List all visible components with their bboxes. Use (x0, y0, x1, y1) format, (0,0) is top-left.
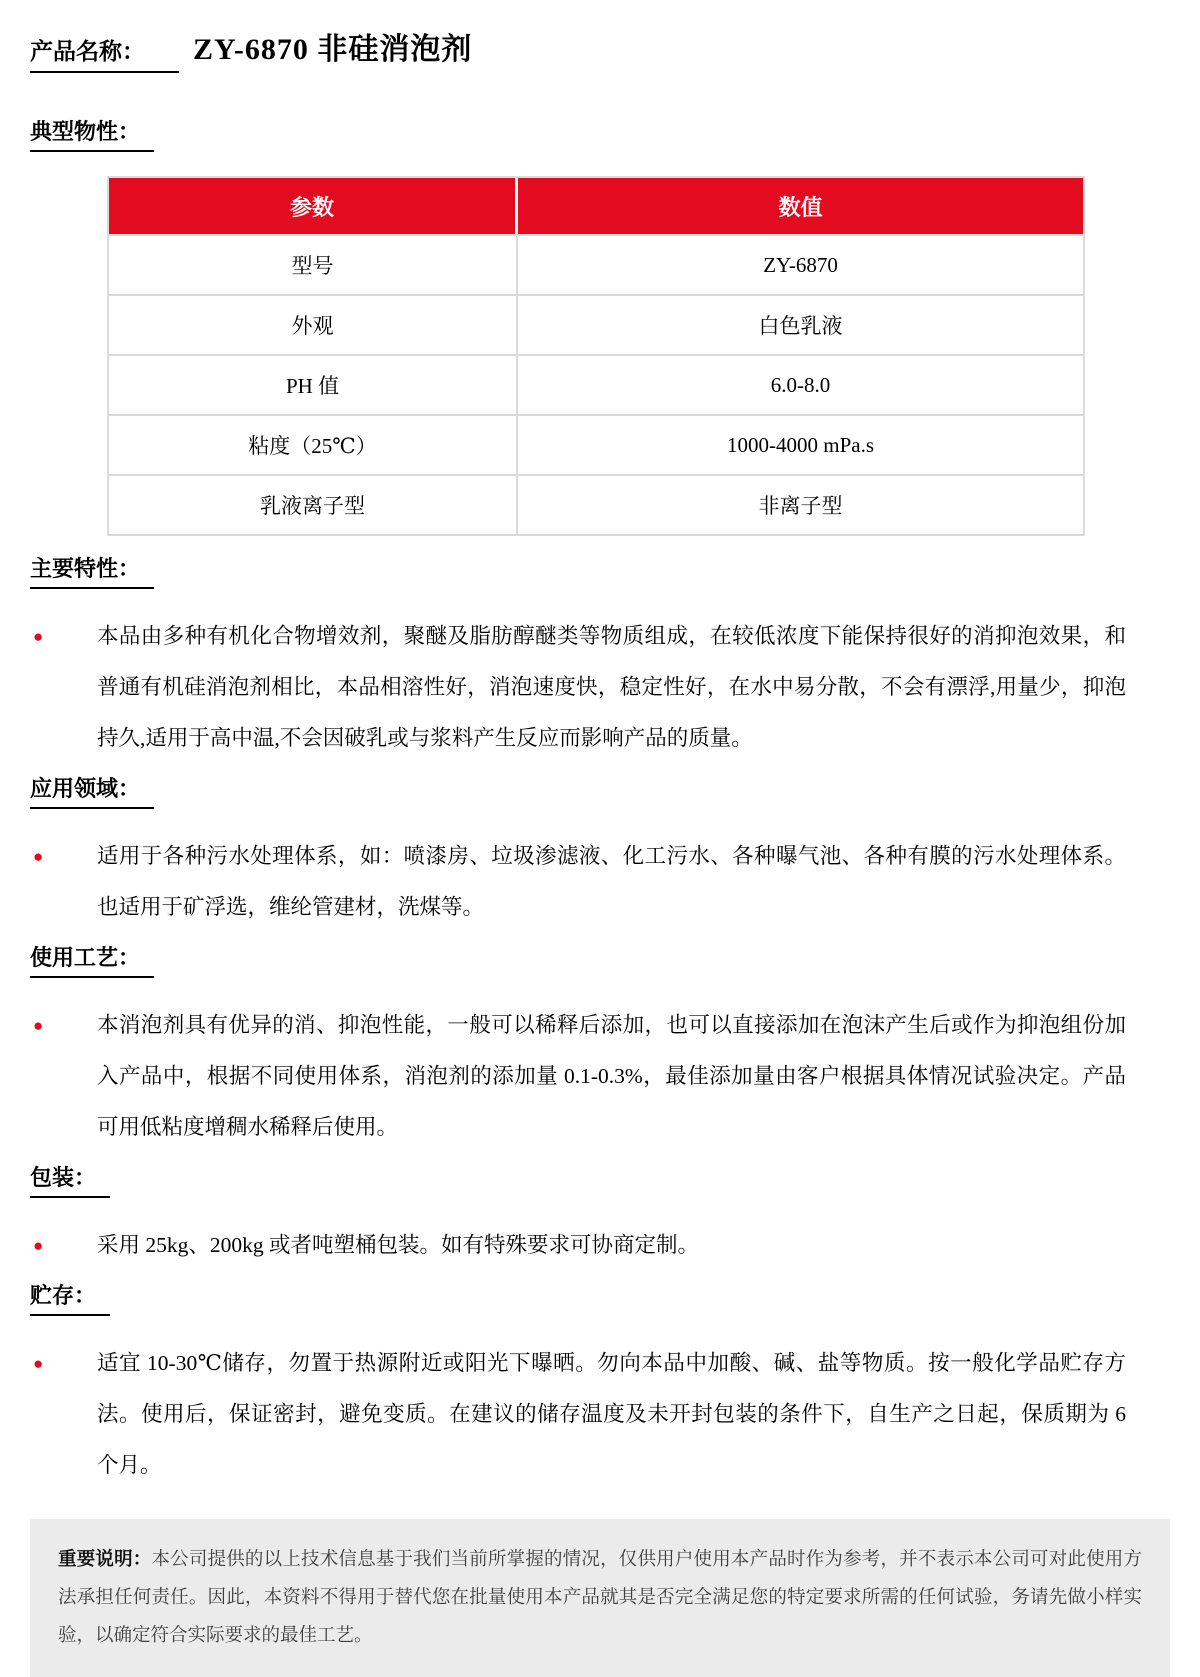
section-label-usage: 使用工艺： (30, 941, 154, 978)
section-label-packaging: 包装： (30, 1161, 110, 1198)
bullet-icon: ● (33, 1016, 44, 1035)
applications-paragraph-row (30, 831, 1170, 933)
important-note-box (30, 1519, 1170, 1677)
table-header-row (109, 178, 1083, 234)
bullet-icon: ● (33, 847, 44, 866)
section-features-header (30, 552, 1170, 589)
table-cell-value: 1000-4000 mPa.s (518, 414, 1083, 474)
table-row (109, 294, 1083, 354)
usage-paragraph-row (30, 1000, 1170, 1153)
page-title: ZY-6870 非硅消泡剂 (193, 33, 473, 66)
packaging-paragraph-row (30, 1220, 1170, 1271)
applications-paragraph: 适用于各种污水处理体系，如：喷漆房、垃圾渗滤液、化工污水、各种曝气池、各种有膜的污水处理体系。也适用于矿浮选，维纶管建材，洗煤等。 (97, 844, 1126, 919)
usage-paragraph: 本消泡剂具有优异的消、抑泡性能，一般可以稀释后添加，也可以直接添加在泡沫产生后或作为抑泡组份加入产品中，根据不同使用体系，消泡剂的添加量 0.1-0.3%，最佳添加量由客户根据具体情况试验决定。产品可用低粘度增稠水稀释后使用。 (97, 1013, 1126, 1139)
section-packaging-header (30, 1161, 1170, 1198)
table-row (109, 474, 1083, 534)
properties-table (107, 176, 1085, 536)
table-cell-value: 6.0-8.0 (518, 354, 1083, 414)
section-properties-header (30, 115, 1170, 152)
table-cell-value: ZY-6870 (518, 234, 1083, 294)
table-header-parameter: 参数 (109, 178, 518, 234)
table-cell-parameter: PH 值 (109, 354, 518, 414)
table-row (109, 354, 1083, 414)
bullet-icon: ● (33, 627, 44, 646)
section-applications-header (30, 772, 1170, 809)
page-header (30, 24, 1170, 73)
table-cell-parameter: 乳液离子型 (109, 474, 518, 534)
table-cell-value: 非离子型 (518, 474, 1083, 534)
table-header-value: 数值 (518, 178, 1083, 234)
section-label-applications: 应用领域： (30, 772, 154, 809)
storage-paragraph: 适宜 10-30℃储存，勿置于热源附近或阳光下曝晒。勿向本品中加酸、碱、盐等物质。按一般化学品贮存方法。使用后，保证密封，避免变质。在建议的储存温度及未开封包装的条件下，自生产之日起，保质期为 6 个月。 (97, 1351, 1126, 1477)
important-note-label: 重要说明： (58, 1550, 152, 1570)
section-usage-header (30, 941, 1170, 978)
table-cell-parameter: 外观 (109, 294, 518, 354)
table-cell-parameter: 粘度（25℃） (109, 414, 518, 474)
important-note-text: 本公司提供的以上技术信息基于我们当前所掌握的情况，仅供用户使用本产品时作为参考，并不表示本公司可对此使用方法承担任何责任。因此，本资料不得用于替代您在批量使用本产品就其是否完全满足您的特定要求所需的任何试验，务请先做小样实验，以确定符合实际要求的最佳工艺。 (58, 1550, 1142, 1646)
table-cell-parameter: 型号 (109, 234, 518, 294)
section-label-storage: 贮存： (30, 1279, 110, 1316)
storage-paragraph-row (30, 1338, 1170, 1491)
section-storage-header (30, 1279, 1170, 1316)
bullet-icon: ● (33, 1354, 44, 1373)
table-row (109, 234, 1083, 294)
section-label-features: 主要特性： (30, 552, 154, 589)
features-paragraph: 本品由多种有机化合物增效剂，聚醚及脂肪醇醚类等物质组成，在较低浓度下能保持很好的消抑泡效果，和普通有机硅消泡剂相比，本品相溶性好，消泡速度快，稳定性好，在水中易分散，不会有漂浮,用量少，抑泡持久,适用于高中温,不会因破乳或与浆料产生反应而影响产品的质量。 (97, 624, 1126, 750)
bullet-icon: ● (33, 1236, 44, 1255)
table-cell-value: 白色乳液 (518, 294, 1083, 354)
product-name-label: 产品名称： (30, 33, 179, 73)
table-row (109, 414, 1083, 474)
section-label-properties: 典型物性： (30, 115, 154, 152)
features-paragraph-row (30, 611, 1170, 764)
packaging-paragraph: 采用 25kg、200kg 或者吨塑桶包装。如有特殊要求可协商定制。 (97, 1233, 700, 1257)
